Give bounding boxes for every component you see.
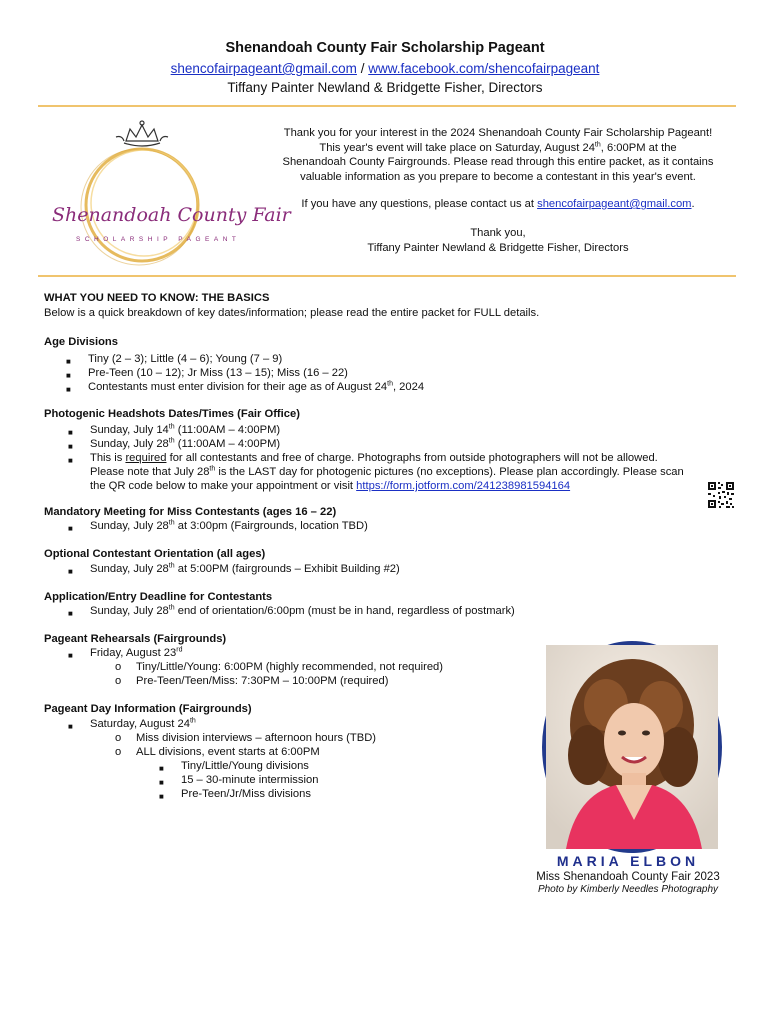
optional-orientation-heading: Optional Contestant Orientation (all ages): [44, 548, 266, 560]
list-item: ■ Sunday, July 28th end of orientation/6:00pm (must be in hand, regardless of postmark): [68, 604, 515, 618]
intro-line: Thank you for your interest in the 2024 Shenandoah County Fair Scholarship Pageant!: [283, 127, 713, 139]
caption-title: Miss Shenandoah County Fair 2023: [536, 871, 720, 883]
intro-paragraph: [260, 126, 736, 184]
list-item: o Pre-Teen/Teen/Miss: 7:30PM – 10:00PM (required): [115, 675, 389, 687]
winner-portrait: [542, 641, 722, 853]
list-item: o ALL divisions, event starts at 6:00PM: [115, 746, 320, 758]
mandatory-meeting-heading: Mandatory Meeting for Miss Contestants (ages 16 – 22): [44, 506, 337, 518]
header-divider: [38, 105, 736, 107]
intro-line: valuable information as you prepare to become a contestant in this year's event.: [300, 170, 696, 183]
header-facebook-link[interactable]: www.facebook.com/shencofairpageant: [368, 61, 600, 76]
list-item: ■ Contestants must enter division for their age as of August 24th, 2024: [66, 380, 425, 394]
logo-sub-text: SCHOLARSHIP PAGEANT: [76, 236, 241, 243]
document-title: Shenandoah County Fair Scholarship Pageant: [225, 40, 545, 56]
list-item: o Tiny/Little/Young: 6:00PM (highly recommended, not required): [115, 661, 443, 673]
caption-name: MARIA ELBON: [556, 853, 700, 869]
basics-heading: WHAT YOU NEED TO KNOW: THE BASICS: [44, 292, 270, 304]
caption-credit: Photo by Kimberly Needles Photography: [537, 884, 719, 895]
list-item: ■ Tiny/Little/Young divisions: [159, 760, 309, 773]
list-item: o Miss division interviews – afternoon hours (TBD): [115, 732, 376, 744]
jotform-link[interactable]: https://form.jotform.com/241238981594164: [356, 480, 571, 493]
list-item: ■ This is required for all contestants and free of charge. Photographs from outside photographers will not be allowed. Please note that July 28th is the LAST day for photogenic pictures (no exceptions). Please plan accordingly. Please scan the QR code below to make your appointment or visit https://form.jotform.com/241238981594164: [68, 452, 684, 493]
intro-divider: [38, 275, 736, 277]
qr-code-icon[interactable]: [707, 481, 735, 509]
intro-line: Shenandoah County Fairgrounds. Please read through this entire packet, as it contains: [282, 156, 714, 168]
list-item: ■ 15 – 30-minute intermission: [159, 774, 319, 787]
intro-thanks: Thank you,: [470, 227, 526, 239]
logo-script-text: Shenandoah County Fair: [52, 204, 291, 226]
photogenic-heading: Photogenic Headshots Dates/Times (Fair Office): [44, 408, 300, 420]
basics-subtext: Below is a quick breakdown of key dates/information; please read the entire packet for FULL details.: [44, 307, 540, 319]
intro-line: This year's event will take place on Saturday, August 24th, 6:00PM at the: [319, 140, 677, 154]
deadline-heading: Application/Entry Deadline for Contestants: [44, 591, 273, 603]
crown-icon: [116, 121, 168, 146]
rehearsals-heading: Pageant Rehearsals (Fairgrounds): [44, 633, 227, 645]
pageant-day-heading: Pageant Day Information (Fairgrounds): [44, 703, 252, 715]
list-item: ■ Saturday, August 24th: [68, 717, 196, 731]
header-link-separator: /: [360, 61, 365, 76]
list-item: ■ Pre-Teen/Jr/Miss divisions: [159, 788, 311, 801]
header-directors: Tiffany Painter Newland & Bridgette Fisher, Directors: [227, 80, 543, 95]
pageant-logo-graphic: [38, 113, 291, 273]
age-divisions-heading: Age Divisions: [44, 336, 118, 348]
header-email-link[interactable]: shencofairpageant@gmail.com: [170, 61, 357, 76]
intro-email-link[interactable]: shencofairpageant@gmail.com: [537, 198, 692, 210]
list-item: ■ Tiny (2 – 3); Little (4 – 6); Young (7 – 9): [66, 353, 283, 366]
intro-signature: Tiffany Painter Newland & Bridgette Fisher, Directors: [367, 242, 629, 254]
list-item: ■ Sunday, July 14th (11:00AM – 4:00PM): [68, 423, 281, 437]
intro-contact: If you have any questions, please contact us at shencofairpageant@gmail.com.: [301, 198, 695, 210]
list-item: ■ Pre-Teen (10 – 12); Jr Miss (13 – 15); Miss (16 – 22): [66, 367, 348, 380]
list-item: ■ Friday, August 23rd: [68, 646, 183, 660]
list-item: ■ Sunday, July 28th (11:00AM – 4:00PM): [68, 437, 281, 451]
pageant-logo: [38, 113, 291, 273]
header-links: [0, 61, 770, 76]
list-item: ■ Sunday, July 28th at 5:00PM (fairgrounds – Exhibit Building #2): [68, 562, 400, 576]
list-item: ■ Sunday, July 28th at 3:00pm (Fairgrounds, location TBD): [68, 519, 368, 533]
